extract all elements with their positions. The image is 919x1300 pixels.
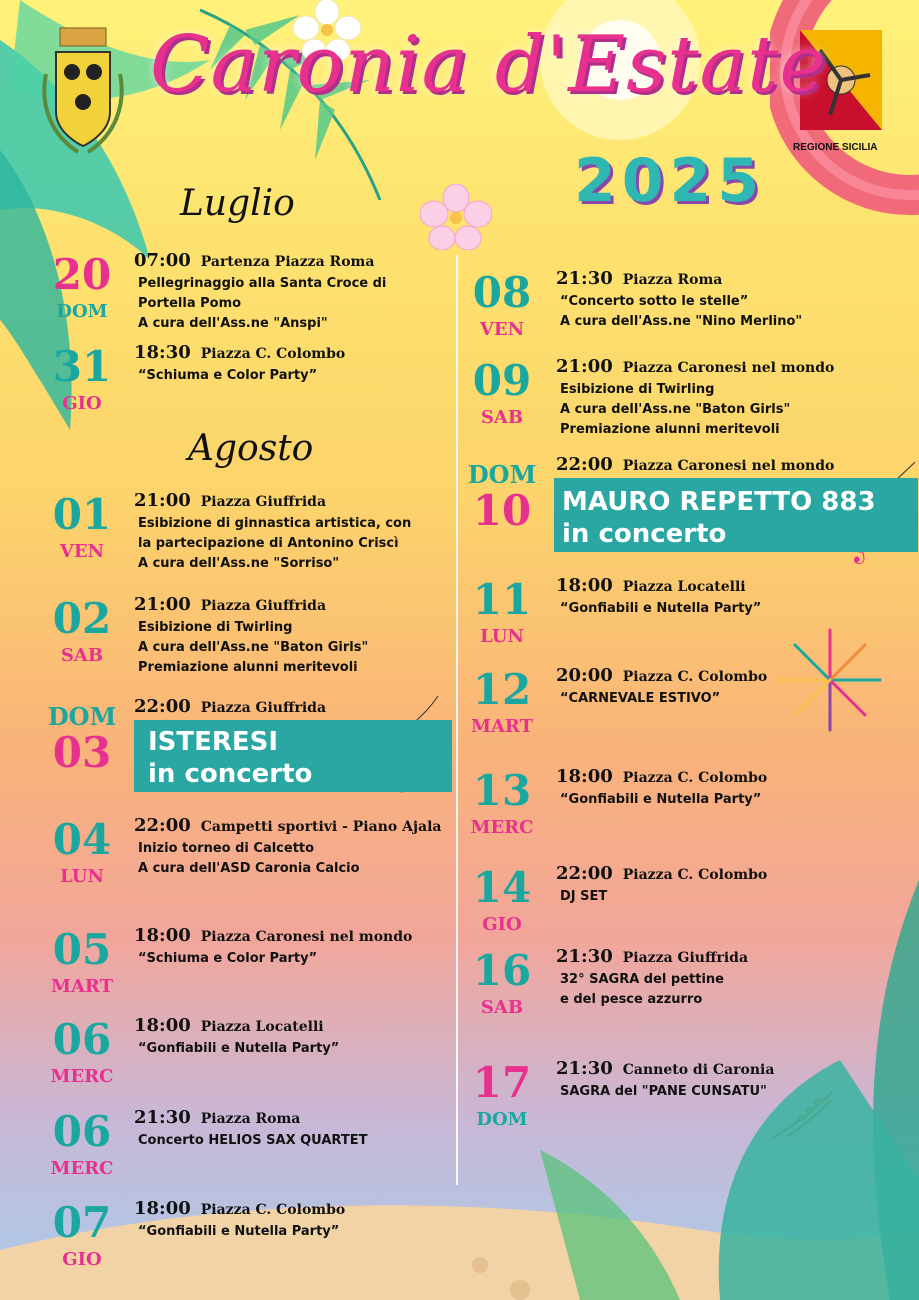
event-description-line: “Concerto sotto le stelle” [560,294,749,309]
event-time: 22:00 [134,815,191,836]
event-date [42,250,122,340]
event-time-place [556,766,767,787]
event-description-line: e del pesce azzurro [560,992,703,1007]
fireworks-icon [770,625,890,735]
event-time-place [556,1058,774,1079]
event-description-line: “Schiuma e Color Party” [138,951,318,966]
event-date [462,766,542,856]
event-time-place [556,665,767,686]
event-description-line: A cura dell'Ass.ne "Nino Merlino" [560,314,803,329]
flower-icon [420,184,492,250]
event-time: 21:30 [556,1058,613,1079]
event-time-place [134,696,326,717]
event-location: Piazza Caronesi nel mondo [622,360,835,376]
event-day-number: 14 [472,863,532,912]
event-weekday: MART [51,976,113,997]
event-time: 18:00 [556,766,613,787]
poster-title: Caronia d'Estate [150,20,827,110]
event-weekday: VEN [479,319,525,340]
event-time-place [556,454,834,475]
event-date [462,268,542,358]
event-location: Piazza Locatelli [622,579,746,595]
regione-sicilia-label: REGIONE SICILIA [793,142,878,153]
event-date [42,594,122,684]
event-description-line: SAGRA del "PANE CUNSATU" [560,1084,767,1099]
event-time: 18:00 [556,575,613,596]
event-weekday: GIO [482,914,522,935]
event-weekday: LUN [60,866,104,887]
event-date [42,1015,122,1105]
event-date [42,815,122,905]
event-location: Piazza Caronesi nel mondo [200,929,413,945]
event-description-line: “Gonfiabili e Nutella Party” [138,1224,340,1239]
event-day-number: 05 [52,925,112,974]
event-date [462,946,542,1036]
event-location: Canneto di Caronia [622,1062,775,1078]
event-date [42,1198,122,1288]
event-date [42,490,122,580]
event-date [42,696,122,786]
event-location: Piazza Caronesi nel mondo [622,458,835,474]
event-weekday: DOM [56,301,108,322]
event-date [462,454,542,544]
event-day-number: 02 [52,594,112,643]
event-weekday: GIO [62,393,102,414]
event-day-number: 09 [472,356,532,405]
month-heading-july: Luglio [180,183,295,224]
event-weekday: MERC [470,817,534,838]
event-description-line: A cura dell'Ass.ne "Anspi" [138,316,328,331]
event-time: 07:00 [134,250,191,271]
event-time-place [134,342,345,363]
event-description-line: Esibizione di ginnastica artistica, con [138,516,412,531]
event-time: 21:30 [134,1107,191,1128]
column-divider [456,255,458,1185]
event-time-place [134,1015,324,1036]
event-location: Piazza C. Colombo [622,867,768,883]
event-date [42,925,122,1015]
event-description-line: “Gonfiabili e Nutella Party” [560,601,762,616]
event-day-number: 10 [472,486,532,535]
event-weekday: MERC [50,1066,114,1087]
event-time: 21:30 [556,268,613,289]
event-time: 20:00 [556,665,613,686]
event-day-number: 20 [52,250,112,299]
event-description-line: 32° SAGRA del pettine [560,972,724,987]
event-description-line: Portella Pomo [138,296,242,311]
event-day-number: 01 [52,490,112,539]
event-day-number: 16 [472,946,532,995]
event-date [462,356,542,446]
event-location: Campetti sportivi - Piano Ajala [200,819,442,835]
event-location: Piazza C. Colombo [622,770,768,786]
month-heading-august: Agosto [188,428,314,469]
event-location: Piazza Giuffrida [200,494,327,510]
event-time-place [556,863,767,884]
event-time: 18:00 [134,1198,191,1219]
event-date [462,863,542,953]
event-description-line: A cura dell'ASD Caronia Calcio [138,861,360,876]
event-description-line: “Gonfiabili e Nutella Party” [560,792,762,807]
event-day-number: 31 [52,342,112,391]
event-day-number: 06 [52,1107,112,1156]
concert-highlight-banner [134,720,452,792]
event-date [42,342,122,432]
event-description-line: Esibizione di Twirling [560,382,715,397]
event-day-number: 11 [472,575,532,624]
event-description-line: A cura dell'Ass.ne "Baton Girls" [560,402,791,417]
event-time: 18:00 [134,925,191,946]
event-location: Piazza Roma [622,272,723,288]
event-time: 21:00 [134,490,191,511]
event-time-place [556,575,746,596]
event-location: Piazza C. Colombo [200,1202,346,1218]
event-weekday: VEN [59,541,105,562]
event-weekday: SAB [480,997,524,1018]
event-time: 22:00 [556,863,613,884]
event-time: 18:00 [134,1015,191,1036]
event-day-number: 12 [472,665,532,714]
event-weekday: LUN [480,626,524,647]
event-date [462,575,542,665]
poster-year: 2025 [574,146,765,216]
event-description-line: Concerto HELIOS SAX QUARTET [138,1133,368,1148]
event-description-line: Inizio torneo di Calcetto [138,841,315,856]
event-time: 18:30 [134,342,191,363]
event-time: 22:00 [134,696,191,717]
event-description-line: DJ SET [560,889,608,904]
event-location: Piazza Giuffrida [200,700,327,716]
event-time: 21:00 [556,356,613,377]
event-description-line: Premiazione alunni meritevoli [560,422,780,437]
event-date [462,1058,542,1148]
event-time: 22:00 [556,454,613,475]
event-weekday: DOM [47,702,117,731]
event-location: Piazza Locatelli [200,1019,324,1035]
concert-artist-name: ISTERESI [148,727,279,757]
event-time-place [556,946,748,967]
event-location: Partenza Piazza Roma [200,254,375,270]
event-description-line: Esibizione di Twirling [138,620,293,635]
event-description-line: “CARNEVALE ESTIVO” [560,691,721,706]
event-description-line: Pellegrinaggio alla Santa Croce di [138,276,387,291]
event-location: Piazza C. Colombo [200,346,346,362]
event-day-number: 17 [472,1058,532,1107]
event-description-line: A cura dell'Ass.ne "Sorriso" [138,556,340,571]
event-weekday: GIO [62,1249,102,1270]
concert-subtitle: in concerto [148,759,313,789]
concert-highlight-banner [554,478,918,552]
event-time: 21:00 [134,594,191,615]
event-weekday: MART [471,716,533,737]
event-location: Piazza Roma [200,1111,301,1127]
concert-subtitle: in concerto [562,519,727,549]
event-time-place [134,925,412,946]
event-time-place [134,594,326,615]
event-time-place [134,1198,345,1219]
event-weekday: SAB [60,645,104,666]
event-location: Piazza Giuffrida [200,598,327,614]
event-time-place [134,250,374,271]
concert-artist-name: MAURO REPETTO 883 [562,487,876,517]
event-time-place [556,268,722,289]
event-weekday: MERC [50,1158,114,1179]
event-weekday: DOM [476,1109,528,1130]
event-weekday: SAB [480,407,524,428]
event-day-number: 03 [52,728,112,777]
event-location: Piazza Giuffrida [622,950,749,966]
event-description-line: la partecipazione di Antonino Criscì [138,536,399,551]
event-time-place [556,356,834,377]
event-date [42,1107,122,1197]
event-day-number: 06 [52,1015,112,1064]
event-time-place [134,490,326,511]
event-time-place [134,815,441,836]
event-time: 21:30 [556,946,613,967]
event-description-line: “Gonfiabili e Nutella Party” [138,1041,340,1056]
event-description-line: Premiazione alunni meritevoli [138,660,358,675]
event-day-number: 04 [52,815,112,864]
event-day-number: 08 [472,268,532,317]
event-day-number: 07 [52,1198,112,1247]
event-day-number: 13 [472,766,532,815]
town-crest-logo [38,24,128,156]
event-time-place [134,1107,300,1128]
event-description-line: “Schiuma e Color Party” [138,368,318,383]
event-description-line: A cura dell'Ass.ne "Baton Girls" [138,640,369,655]
event-date [462,665,542,755]
event-weekday: DOM [467,460,537,489]
event-location: Piazza C. Colombo [622,669,768,685]
